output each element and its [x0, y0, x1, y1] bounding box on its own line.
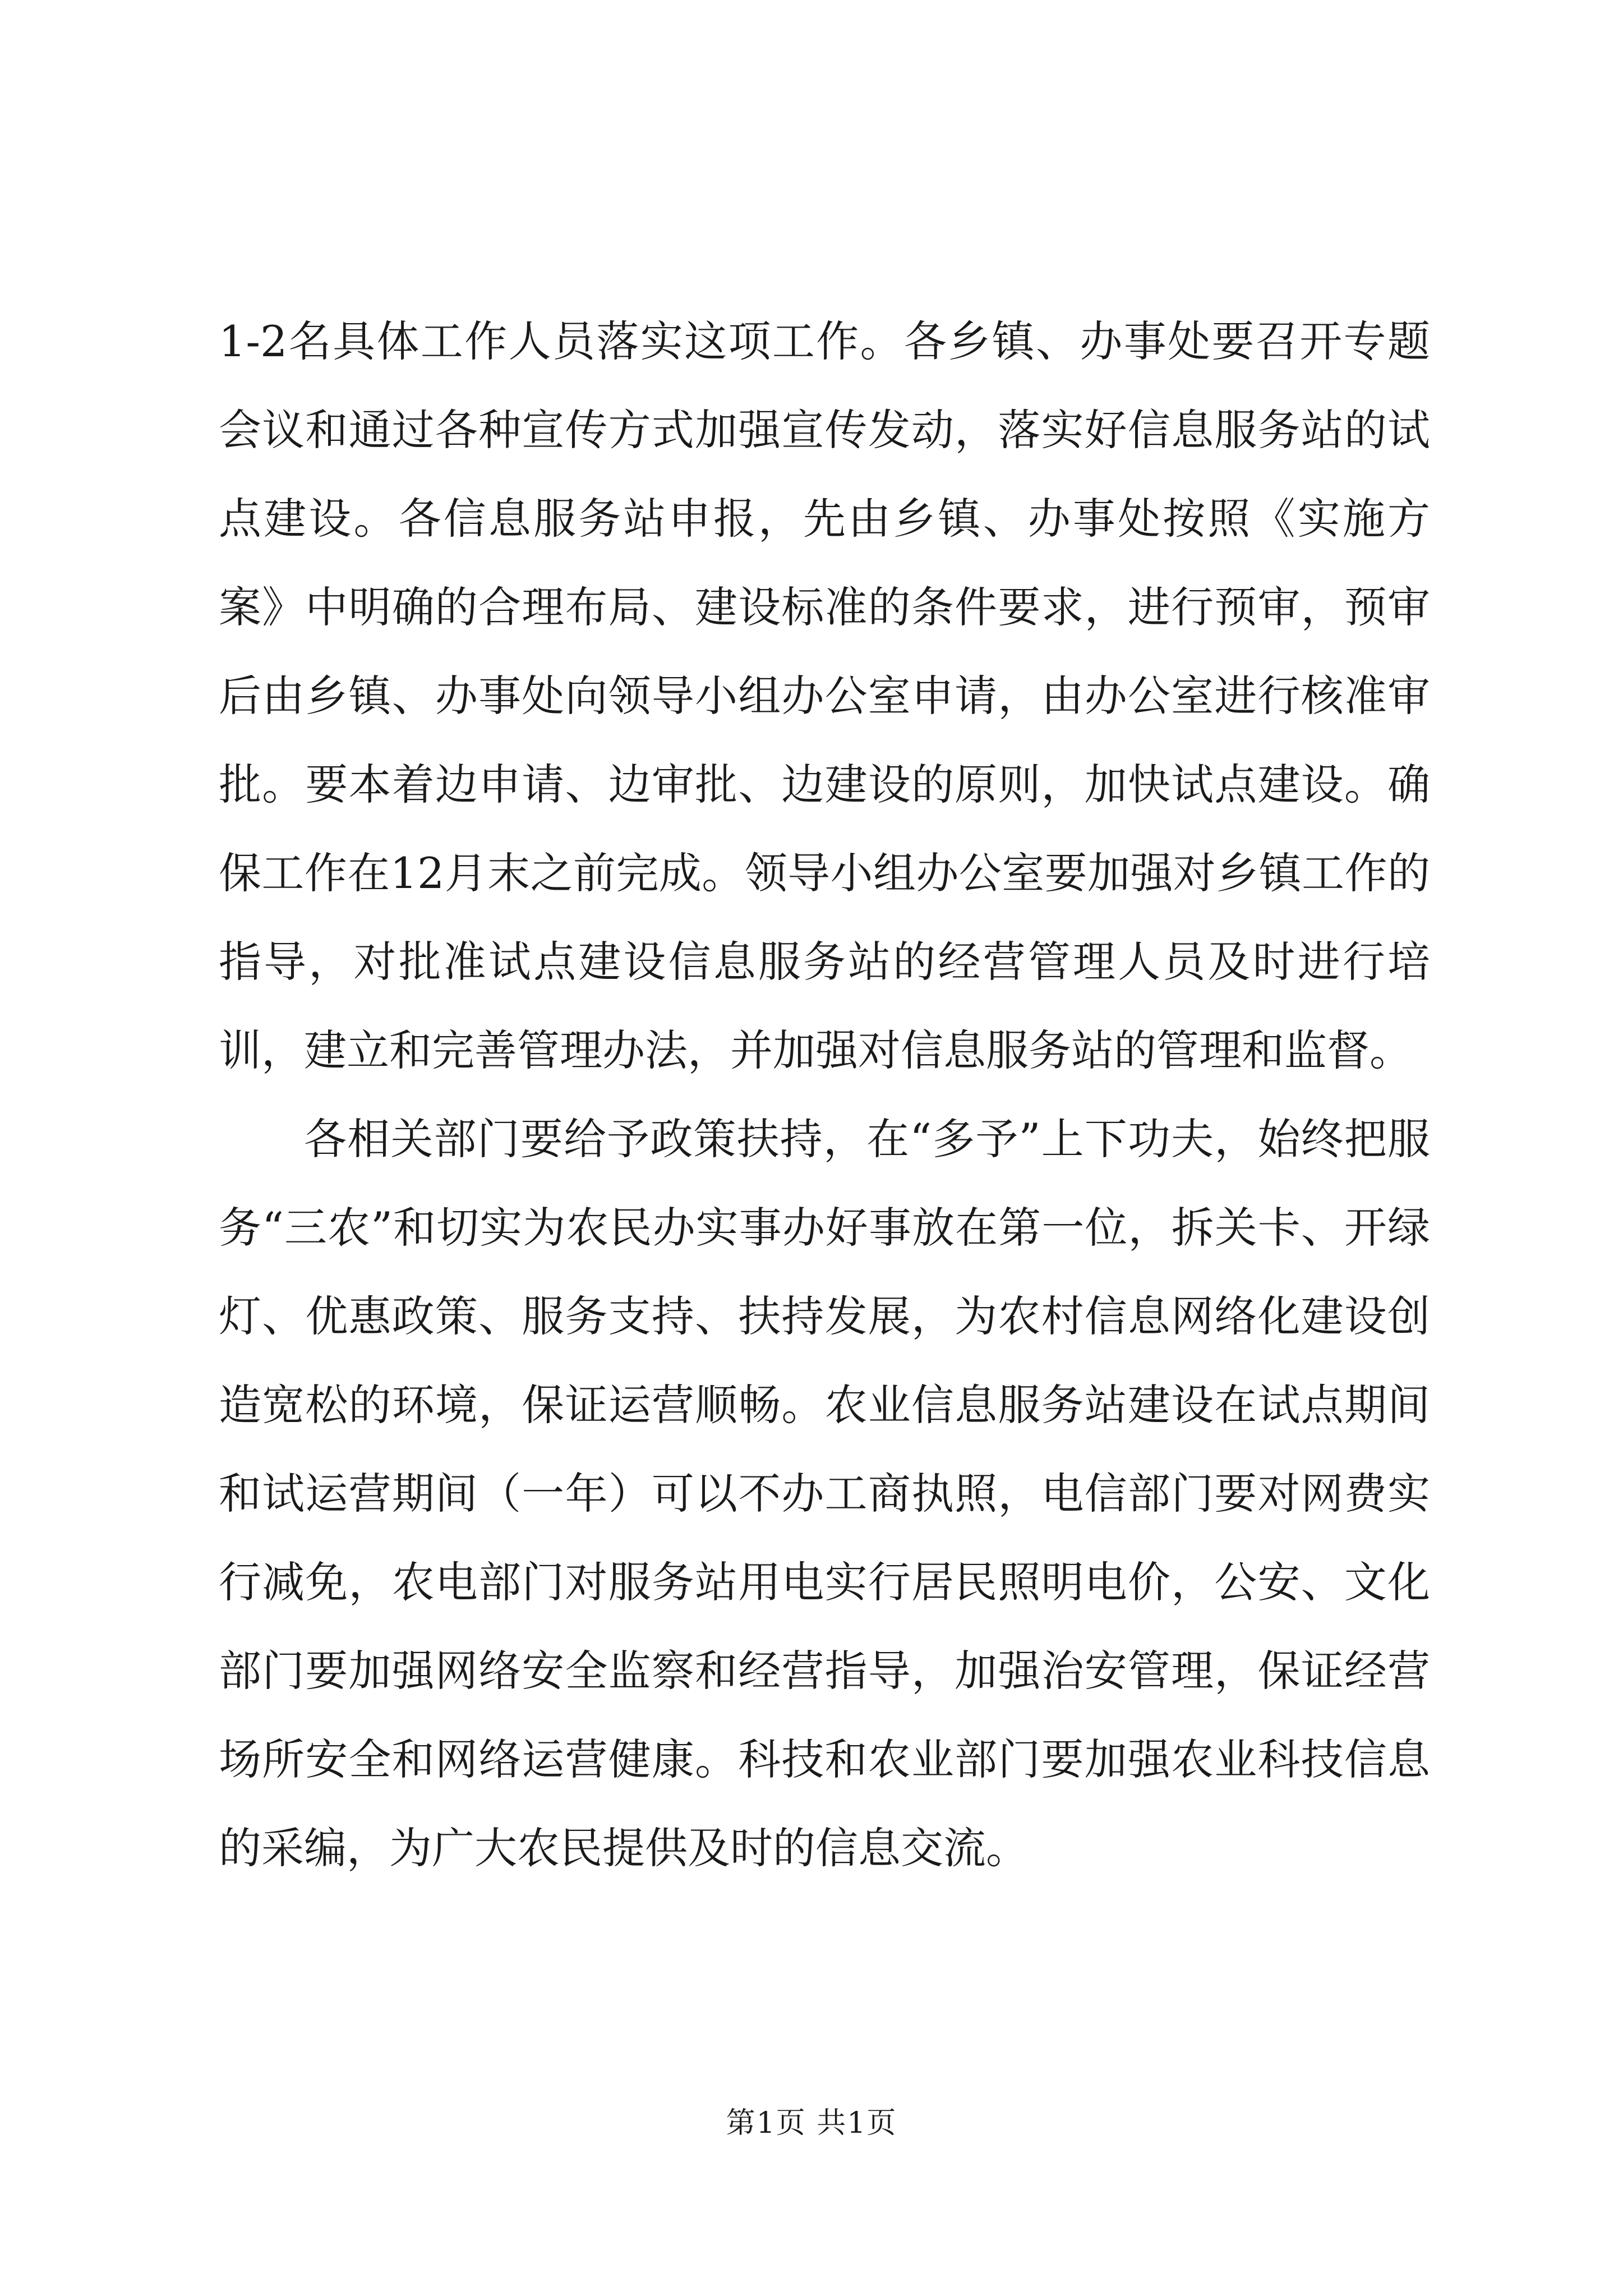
paragraph-2: 各相关部门要给予政策扶持，在“多予”上下功夫，始终把服务“三农”和切实为农民办实事办好事放在第一位，拆关卡、开绿灯、优惠政策、服务支持、扶持发展，为农村信息网络化建设创造宽松的环境，保证运营顺畅。农业信息服务站建设在试点期间和试运营期间（一年）可以不办工商执照，电信部门要对网费实行减免，农电部门对服务站用电实行居民照明电价，公安、文化部门要加强网络安全监察和经营指导，加强治安管理，保证经营场所安全和网络运营健康。科技和农业部门要加强农业科技信息的采编，为广大农民提供及时的信息交流。	[219, 1114, 1430, 1873]
paragraph-1: 1-2名具体工作人员落实这项工作。各乡镇、办事处要召开专题会议和通过各种宣传方式加强宣传发动，落实好信息服务站的试点建设。各信息服务站申报，先由乡镇、办事处按照《实施方案》中明确的合理布局、建设标准的条件要求，进行预审，预审后由乡镇、办事处向领导小组办公室申请，由办公室进行核准审批。要本着边申请、边审批、边建设的原则，加快试点建设。确保工作在12月末之前完成。领导小组办公室要加强对乡镇工作的指导，对批准试点建设信息服务站的经营管理人员及时进行培训，建立和完善管理办法，并加强对信息服务站的管理和监督。	[219, 316, 1430, 1075]
document-body	[219, 297, 1430, 1893]
page-footer: 第1页 共1页	[726, 2106, 897, 2140]
